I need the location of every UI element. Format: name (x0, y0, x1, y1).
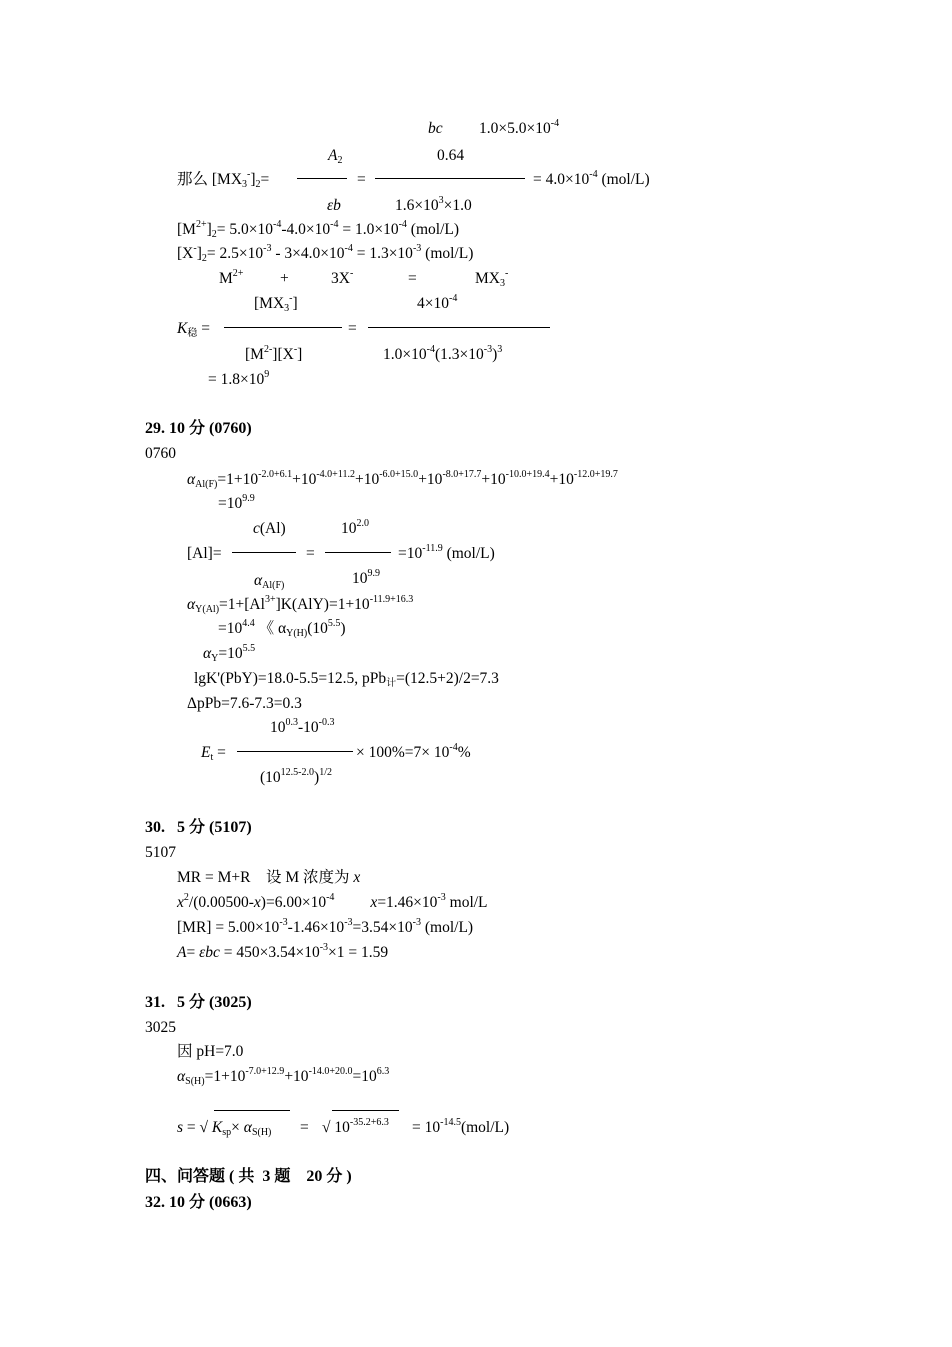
et-result: × $100\%=7\times 10^{-4}\%$ (356, 742, 471, 761)
x-line: $[X^-]_2= 2.5\times 10^{-3} - 3\times 4.0\times 10^{-4} = 1.3\times 10^{-3}$ (mol/L) (177, 243, 474, 264)
bc-label: bc (428, 120, 443, 137)
den-value: $1.6\times 10^3\times 1.0$ (395, 195, 472, 214)
alpha-alf-result: $=10^{9.9}$ (218, 493, 255, 512)
q31-result: = $10^{-14.5}(mol/L)$ (412, 1117, 510, 1136)
reaction-M: $M^{2+}$ (219, 268, 244, 287)
al-denominator: $\alpha_{Al(F)}$ (254, 572, 285, 591)
alpha-yal-line: $\alpha_{Y(Al)}=1+[Al^{3+}]K(AlY)=1+10^{-11.9+16.3}$ (187, 594, 414, 615)
al-eq: = (306, 545, 315, 562)
frac-line-k1 (224, 327, 342, 328)
q30-line3: $[MR] = 5.00\times 10^{-3}-1.46\times 10^{-3}=3.54\times 10^{-3}$ (mol/L) (177, 917, 474, 936)
al-denominator-2: $10^{9.9}$ (352, 568, 380, 587)
q30-code: 5107 (145, 844, 176, 861)
m-line: $[M^{2+}]_2= 5.0\times 10^{-4}-4.0\times 10^{-4} = 1.0\times 10^{-4}$ (mol/L) (177, 219, 460, 240)
k-numerator: $[MX_3^-]$ (254, 293, 298, 314)
numerator-064: 0.64 (437, 147, 465, 164)
frac-line-1 (297, 178, 347, 179)
et-numerator: $10^{0.3}-10^{-0.3}$ (270, 717, 335, 736)
q30-line4: $A= \varepsilon bc = 450\times 3.54\times 10^{-3}\times 1 = 1.59$ (177, 942, 389, 961)
bc-value: $1.0\times 5.0\times 10^{-4}$ (479, 118, 560, 137)
q32-heading: 32. 10 分 (0663) (145, 1194, 252, 1211)
reaction-3X: 3X- (331, 268, 354, 287)
al-numerator-2: $10^{2.0}$ (341, 518, 369, 537)
q31-line3: s = √ $K_{sp}\times \alpha_{S(H)}$ (177, 1119, 272, 1138)
q30-heading: 30. 5 分 (5107) (145, 819, 252, 836)
reaction-MX3: $MX_3^-$ (475, 268, 509, 289)
q30-line2: $x^2/(0.00500-x)=6.00\times 10^{-4}$ $x=1.46\times 10^{-3}$ mol/L (177, 892, 488, 911)
q31-line2: $\alpha_{S(H)}=1+10^{-7.0+12.9}+10^{-14.0+20.0}=10^{6.3}$ (177, 1066, 390, 1087)
alpha-yal-result: $=10^{4.4}$ 《 $\alpha_{Y(H)}(10^{5.5})$ (218, 618, 346, 639)
reaction-equals: = (408, 270, 417, 287)
et-label: $E_t$ = (201, 744, 226, 763)
q31-line1: 因 pH=7.0 (177, 1043, 244, 1060)
dppb-line: ΔpPb=7.6-7.3=0.3 (187, 695, 302, 712)
q31-root: √ $10^{-35.2+6.3}$ (322, 1117, 389, 1136)
mx3-label: 那么 $[MX_3^-]_2=$ (177, 169, 270, 190)
k-denominator: $[M^{2-}][X^-]$ (245, 344, 303, 363)
al-label: [Al]= (187, 545, 222, 562)
frac-line-k2 (368, 327, 550, 328)
eb-label: εb (327, 197, 341, 214)
sqrt-overline-1 (214, 1110, 290, 1111)
q31-heading: 31. 5 分 (3025) (145, 994, 252, 1011)
section4-heading: 四、问答题 ( 共 3 题 20 分 ) (145, 1168, 352, 1185)
reaction-plus: + (280, 270, 289, 287)
alpha-alf-line: $\alpha_{Al(F)}=1+10^{-2.0+6.1}+10^{-4.0+11.2}+10^{-6.0+15.0}+10^{-8.0+17.7}+10^{-10.0+19.4}+10^{-12.0+19.7}$ (187, 469, 618, 490)
eq-sign-k: = (348, 320, 357, 337)
k-result: = $1.8\times 10^9$ (208, 369, 270, 388)
lgk-line: lgK'(PbY)=18.0-5.5=12.5, pPb$_计$=(12.5+2)/2=7.3 (194, 670, 499, 689)
q30-line1: MR = M+R 设 M 浓度为 x (177, 869, 361, 886)
alpha-y-line: $\alpha_Y=10^{5.5}$ (203, 643, 256, 664)
q29-code: 0760 (145, 445, 176, 462)
eq-sign-1: = (357, 171, 366, 188)
al-numerator: c(Al) (253, 520, 286, 537)
al-result: $=10^{-11.9}$ (mol/L) (398, 543, 495, 562)
result-line: = $4.0\times 10^{-4}$ (mol/L) (533, 169, 650, 188)
k-denominator-2: $1.0\times 10^{-4}(1.3\times 10^{-3})^3$ (383, 344, 503, 363)
k-numerator-2: $4\times 10^{-4}$ (417, 293, 458, 312)
frac-line-et (237, 751, 353, 752)
q29-heading: 29. 10 分 (0760) (145, 420, 252, 437)
frac-line-al2 (325, 552, 391, 553)
frac-line-al1 (232, 552, 296, 553)
frac-line-2 (375, 178, 525, 179)
q31-code: 3025 (145, 1019, 176, 1036)
a2-label: $A_2$ (328, 147, 343, 166)
et-denominator: $(10^{12.5-2.0})^{1/2}$ (260, 767, 332, 786)
q31-eq: = (300, 1119, 309, 1136)
sqrt-overline-2 (332, 1110, 399, 1111)
k-stability-label: $K_稳$ = (177, 320, 210, 339)
